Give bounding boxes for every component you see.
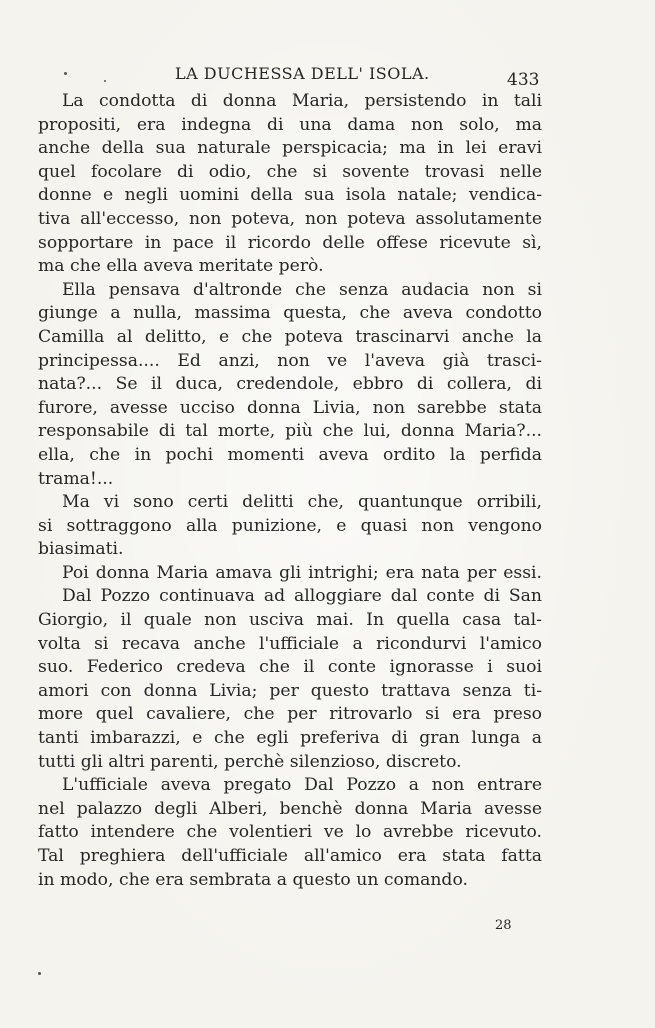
text-line: Ma vi sono certi delitti che, quantunque orribili,	[62, 492, 542, 513]
signature-mark: 28	[495, 918, 512, 933]
running-title: LA DUCHESSA DELL' ISOLA.	[175, 64, 430, 83]
text-line: giunge a nulla, massima questa, che aveva condotto	[38, 303, 542, 324]
page-number: 433	[507, 70, 540, 90]
text-line: sopportare in pace il ricordo delle offese ricevute sì,	[38, 232, 542, 253]
text-line: biasimati.	[38, 539, 124, 560]
text-line: propositi, era indegna di una dama non solo, ma	[38, 114, 542, 135]
text-line: donne e negli uomini della sua isola natale; vendica-	[38, 185, 542, 206]
ink-speck	[104, 80, 106, 82]
text-line: Giorgio, il quale non usciva mai. In quella casa tal-	[38, 610, 542, 631]
body-text	[38, 90, 542, 892]
text-line: Dal Pozzo continuava ad alloggiare dal conte di San	[62, 586, 542, 607]
text-line: responsabile di tal morte, più che lui, donna Maria?...	[38, 421, 542, 442]
text-line: Camilla al delitto, e che poteva trascinarvi anche la	[38, 326, 542, 347]
text-line: ma che ella aveva meritate però.	[38, 256, 324, 277]
text-line: si sottraggono alla punizione, e quasi non vengono	[38, 515, 542, 536]
text-line: volta si recava anche l'ufficiale a ricondurvi l'amico	[38, 633, 542, 654]
text-line: amori con donna Livia; per questo trattava senza ti-	[38, 680, 542, 701]
text-line: nata?... Se il duca, credendole, ebbro di collera, di	[38, 374, 542, 395]
text-line: La condotta di donna Maria, persistendo in tali	[62, 91, 542, 111]
text-line: tiva all'eccesso, non poteva, non poteva assolutamente	[38, 208, 542, 229]
text-line: Poi donna Maria amava gli intrighi; era nata per essi.	[62, 562, 542, 583]
text-line: quel focolare di odio, che si sovente trovasi nelle	[38, 161, 542, 182]
text-line: more quel cavaliere, che per ritrovarlo si era preso	[38, 704, 542, 725]
text-line: trama!...	[38, 468, 114, 489]
text-line: ella, che in pochi momenti aveva ordito la perfida	[38, 444, 542, 465]
page-header	[0, 60, 655, 88]
text-line: anche della sua naturale perspicacia; ma in lei eravi	[38, 138, 542, 159]
text-line: suo. Federico credeva che il conte ignorasse i suoi	[38, 657, 542, 678]
ink-speck	[38, 972, 41, 975]
text-line: fatto intendere che volentieri ve lo avrebbe ricevuto.	[38, 822, 542, 843]
text-line: L'ufficiale aveva pregato Dal Pozzo a non entrare	[62, 775, 542, 796]
text-line: Tal preghiera dell'ufficiale all'amico era stata fatta	[38, 846, 542, 866]
text-line: tanti imbarazzi, e che egli preferiva di gran lunga a	[38, 728, 542, 749]
ink-speck	[64, 72, 67, 75]
text-line: nel palazzo degli Alberi, benchè donna Maria avesse	[38, 798, 542, 819]
text-line: tutti gli altri parenti, perchè silenzioso, discreto.	[38, 751, 462, 772]
text-line: furore, avesse ucciso donna Livia, non sarebbe stata	[38, 397, 542, 418]
text-line: principessa.... Ed anzi, non ve l'aveva già trasci-	[38, 350, 542, 371]
text-line: Ella pensava d'altronde che senza audacia non si	[62, 279, 542, 300]
text-line: in modo, che era sembrata a questo un comando.	[38, 869, 468, 890]
